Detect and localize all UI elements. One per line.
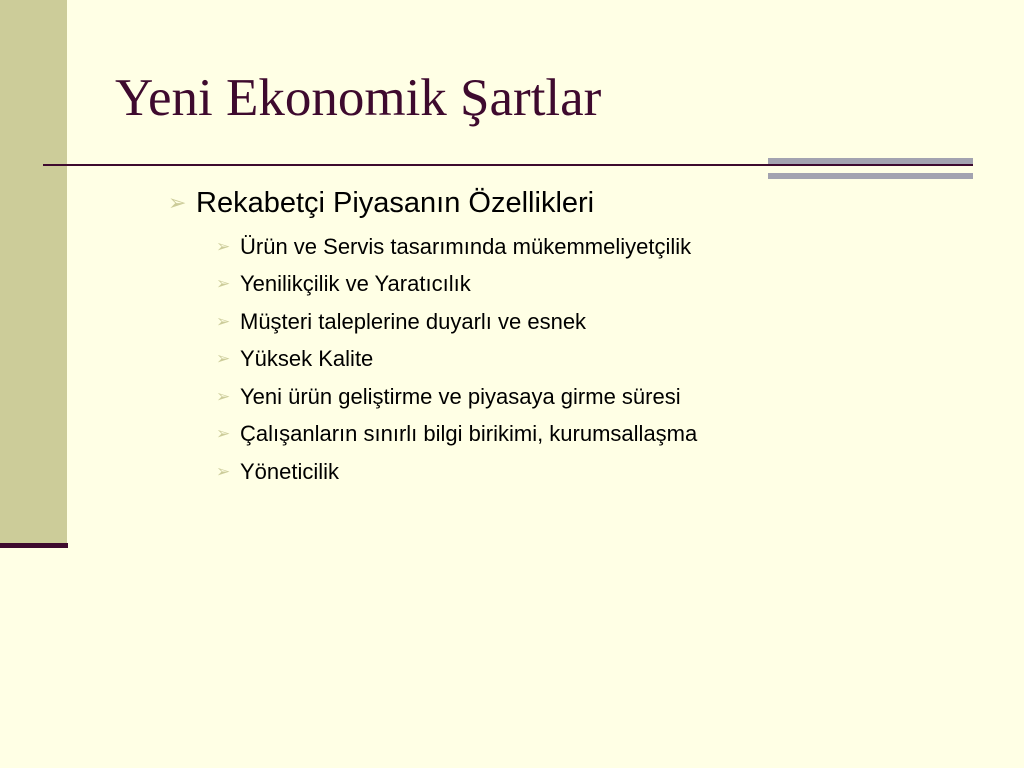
- right-decorative-stripes: [768, 158, 973, 179]
- bullet-list: [168, 185, 697, 491]
- sub-bullet-list: [216, 228, 697, 491]
- sub-bullet-text: Müşteri taleplerine duyarlı ve esnek: [240, 308, 587, 334]
- sub-bullet-text: Yüksek Kalite: [240, 346, 374, 372]
- sub-bullet-text: Yöneticilik: [240, 458, 340, 484]
- main-bullet-text: Rekabetçi Piyasanın Özellikleri: [196, 186, 595, 219]
- decorative-stripe: [768, 173, 973, 179]
- arrow-bullet-icon: ➢: [216, 424, 231, 444]
- sub-bullet-item: [216, 266, 697, 304]
- arrow-bullet-icon: ➢: [216, 311, 231, 331]
- sub-bullet-item: [216, 341, 697, 379]
- sub-bullet-item: [216, 378, 697, 416]
- arrow-bullet-icon: ➢: [216, 274, 231, 294]
- sub-bullet-text: Çalışanların sınırlı bilgi birikimi, kurumsallaşma: [240, 421, 698, 447]
- sub-bullet-text: Ürün ve Servis tasarımında mükemmeliyetçilik: [240, 233, 692, 259]
- sub-bullet-text: Yenilikçilik ve Yaratıcılık: [240, 271, 471, 297]
- arrow-bullet-icon: ➢: [216, 349, 231, 369]
- sub-bullet-text: Yeni ürün geliştirme ve piyasaya girme süresi: [240, 383, 681, 409]
- arrow-bullet-icon: ➢: [216, 236, 231, 256]
- left-band-accent-line: [0, 543, 68, 548]
- sub-bullet-item: [216, 453, 697, 491]
- main-bullet-item: [168, 185, 697, 221]
- left-decorative-band: [0, 0, 67, 545]
- slide-title: Yeni Ekonomik Şartlar: [115, 69, 602, 127]
- arrow-bullet-icon: ➢: [216, 461, 231, 481]
- sub-bullet-item: [216, 303, 697, 341]
- decorative-stripe: [768, 158, 973, 164]
- arrow-bullet-icon: ➢: [216, 386, 231, 406]
- sub-bullet-item: [216, 416, 697, 454]
- arrow-bullet-icon: ➢: [168, 190, 187, 215]
- sub-bullet-item: [216, 228, 697, 266]
